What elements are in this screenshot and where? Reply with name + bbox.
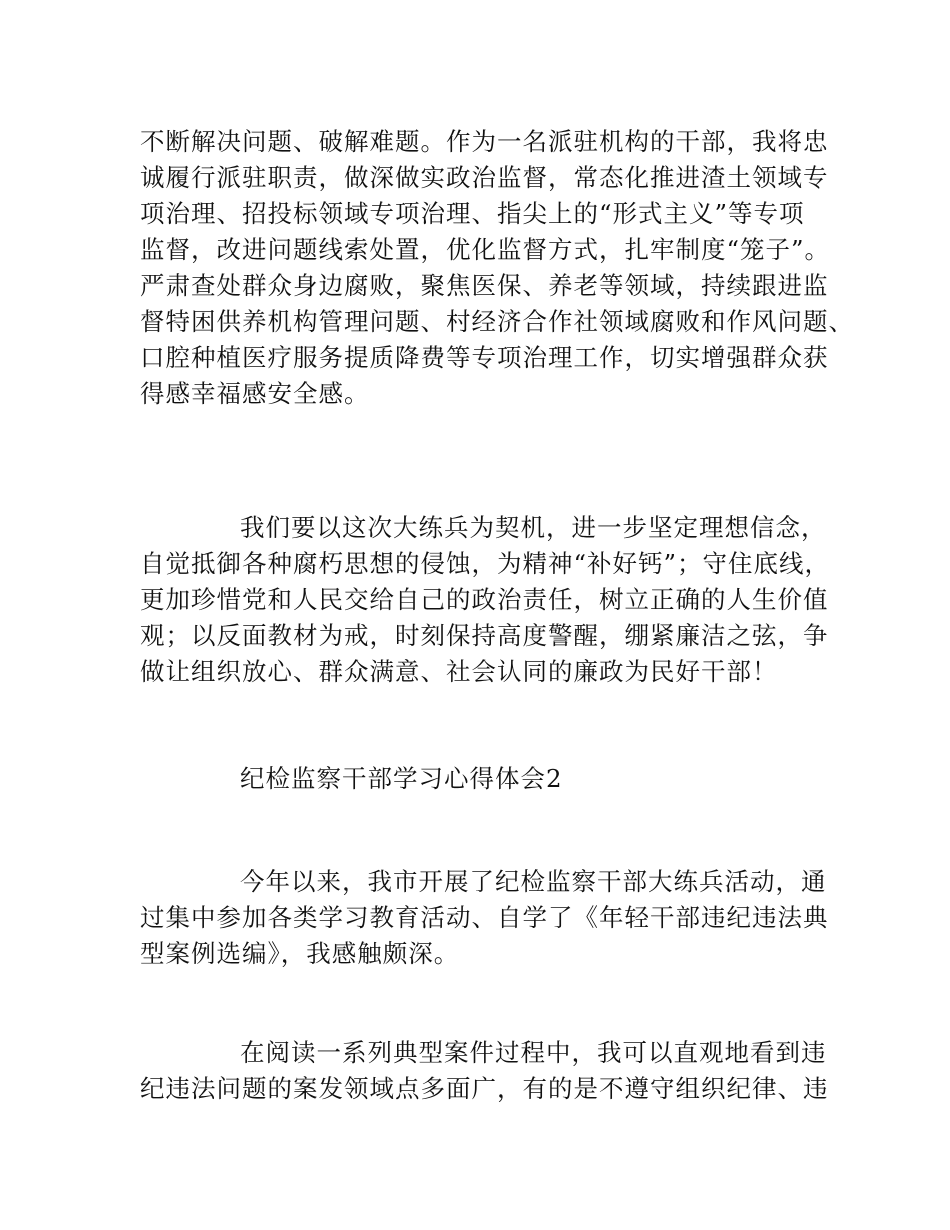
paragraph-line: 自觉抵御各种腐朽思想的侵蚀，为精神“补好钙”；守住底线， <box>140 549 831 578</box>
paragraph-line: 今年以来，我市开展了纪检监察干部大练兵活动，通 <box>240 867 827 896</box>
paragraph-line: 过集中参加各类学习教育活动、自学了《年轻干部违纪违法典 <box>140 903 829 932</box>
paragraph-line: 督特困供养机构管理问题、村经济合作社领域腐败和作风问题、 <box>140 307 854 336</box>
paragraph-line: 严肃查处群众身边腐败，聚焦医保、养老等领域，持续跟进监 <box>140 271 829 300</box>
paragraph-line: 诚履行派驻职责，做深做实政治监督，常态化推进渣土领域专 <box>140 163 829 192</box>
paragraph-line: 型案例选编》，我感触颇深。 <box>140 939 460 968</box>
paragraph-line: 得感幸福感安全感。 <box>140 379 370 408</box>
paragraph-line: 监督，改进问题线索处置，优化监督方式，扎牢制度“笼子”。 <box>140 235 831 264</box>
paragraph-line: 在阅读一系列典型案件过程中，我可以直观地看到违 <box>240 1038 827 1067</box>
paragraph-line: 纪违法问题的案发领域点多面广，有的是不遵守组织纪律、违 <box>140 1074 829 1103</box>
section-title: 纪检监察干部学习心得体会2 <box>240 764 563 793</box>
paragraph-line: 更加珍惜党和人民交给自己的政治责任，树立正确的人生价值 <box>140 585 829 614</box>
paragraph-line: 我们要以这次大练兵为契机，进一步坚定理想信念， <box>240 513 827 542</box>
paragraph-line: 做让组织放心、群众满意、社会认同的廉政为民好干部！ <box>140 657 778 686</box>
paragraph-line: 口腔种植医疗服务提质降费等专项治理工作，切实增强群众获 <box>140 343 829 372</box>
paragraph-line: 不断解决问题、破解难题。作为一名派驻机构的干部，我将忠 <box>140 127 829 156</box>
paragraph-line: 项治理、招投标领域专项治理、指尖上的“形式主义”等专项 <box>140 199 805 228</box>
paragraph-line: 观；以反面教材为戒，时刻保持高度警醒，绷紧廉洁之弦，争 <box>140 621 829 650</box>
